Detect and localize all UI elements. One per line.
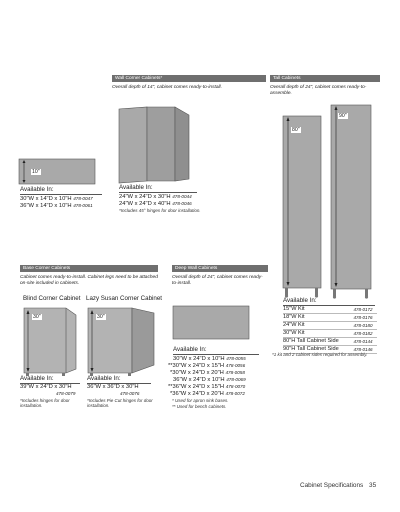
table-row: 24"W Kit 478-0180 — [283, 322, 377, 330]
tall-80in-dim-label: 80" — [292, 127, 300, 133]
blind-corner-note: *Includes hinges for door installation. — [20, 398, 70, 409]
blind-corner-available-label: Available In: — [20, 375, 80, 384]
tall-cabinet-80in-illustration — [282, 115, 324, 299]
deep-wall-note-2: ** Used for bench cabinets. — [172, 404, 227, 409]
wall-corner-note: *Includes 45° hinges for door installation. — [119, 208, 201, 213]
table-row: 15"W Kit 478-0172 — [283, 306, 377, 314]
footer-label: Cabinet Specifications — [300, 482, 364, 489]
table-row: 80"H Tall Cabinet Side 478-0144 — [283, 338, 377, 346]
lazy-susan-part: 478-0076 — [120, 391, 140, 396]
blind-corner-size: 39"W x 24"D x 30"H — [20, 384, 72, 390]
wall-10in-available-label: Available In: — [20, 186, 102, 195]
deep-wall-row-3: *30"W x 24"D x 20"H 478-0058 — [170, 370, 245, 376]
lazy-susan-available-label: Available In: — [87, 375, 151, 384]
wall-10in-dim-label: 10" — [32, 169, 40, 175]
table-row: 90"H Tall Cabinet Side 478-0146 — [283, 346, 377, 354]
tall-kit-table — [283, 306, 377, 354]
wall-corner-cabinet-illustration — [117, 103, 193, 185]
deep-wall-row-4: 36"W x 24"D x 10"H 478-0069 — [173, 377, 246, 383]
lazy-susan-size: 36"W x 36"D x 30"H — [87, 384, 139, 390]
tall-cabinet-90in-illustration — [330, 104, 374, 300]
wall-corner-available-label: Available In: — [119, 184, 197, 193]
deep-wall-cabinet-illustration — [172, 305, 252, 341]
wall-corner-description: Overall depth of 14", cabinet comes ready-to-install. — [112, 85, 222, 90]
page-footer — [300, 482, 376, 490]
blind-corner-dim-label: 30" — [33, 314, 41, 320]
table-row: 18"W Kit 478-0176 — [283, 314, 377, 322]
tall-available-label: Available In: — [283, 297, 375, 306]
wall-10in-row-2: 36"W x 14"D x 10"H 478-0061 — [20, 203, 93, 209]
deep-wall-description: Overall depth of 24", cabinet comes ready-to-install. — [172, 275, 263, 286]
deep-wall-note-1: * Used for apron sink bases. — [172, 398, 229, 403]
base-corner-description: Cabinet comes ready-to-install. Cabinet legs need to be attached on-site included in cabinets. — [20, 275, 158, 286]
deep-wall-header: Deep Wall Cabinets — [172, 265, 268, 272]
lazy-susan-dim-label: 30" — [97, 314, 105, 320]
deep-wall-available-label: Available In: — [173, 346, 259, 355]
blind-corner-title: Blind Corner Cabinet — [23, 295, 81, 302]
tall-note: *1 kit and 2 cabinet sides required for assembly. — [272, 352, 368, 357]
page-number: 35 — [369, 482, 377, 489]
base-corner-header: Base Corner Cabinets — [20, 265, 158, 272]
wall-cabinet-10in-illustration — [18, 158, 98, 186]
tall-header: Tall Cabinets — [270, 75, 380, 82]
lazy-susan-title: Lazy Susan Corner Cabinet — [86, 295, 163, 302]
wall-corner-row-1: 24"W x 24"D x 30"H 478-0044 — [119, 194, 192, 200]
deep-wall-row-2: **30"W x 24"D x 15"H 478-0056 — [168, 363, 246, 369]
blind-corner-part: 478-0079 — [56, 391, 76, 396]
tall-description: Overall depth of 24", cabinet comes ready-to-assemble. — [270, 85, 367, 96]
blind-corner-cabinet-illustration — [22, 305, 82, 377]
deep-wall-row-5: **36"W x 24"D x 15"H 478-0070 — [168, 384, 246, 390]
wall-corner-row-2: 24"W x 24"D x 40"H 478-0046 — [119, 201, 192, 207]
table-row: 30"W Kit 478-0182 — [283, 330, 377, 338]
deep-wall-row-6: *36"W x 24"D x 20"H 478-0072 — [170, 391, 245, 397]
wall-10in-row-1: 30"W x 14"D x 10"H 478-0047 — [20, 196, 93, 202]
deep-wall-row-1: 30"W x 24"D x 10"H 478-0055 — [173, 356, 246, 362]
tall-90in-dim-label: 90" — [339, 113, 347, 119]
wall-corner-header: Wall Corner Cabinets* — [112, 75, 266, 82]
lazy-susan-note: *Includes Pie Cut hinges for door installation. — [87, 398, 153, 409]
